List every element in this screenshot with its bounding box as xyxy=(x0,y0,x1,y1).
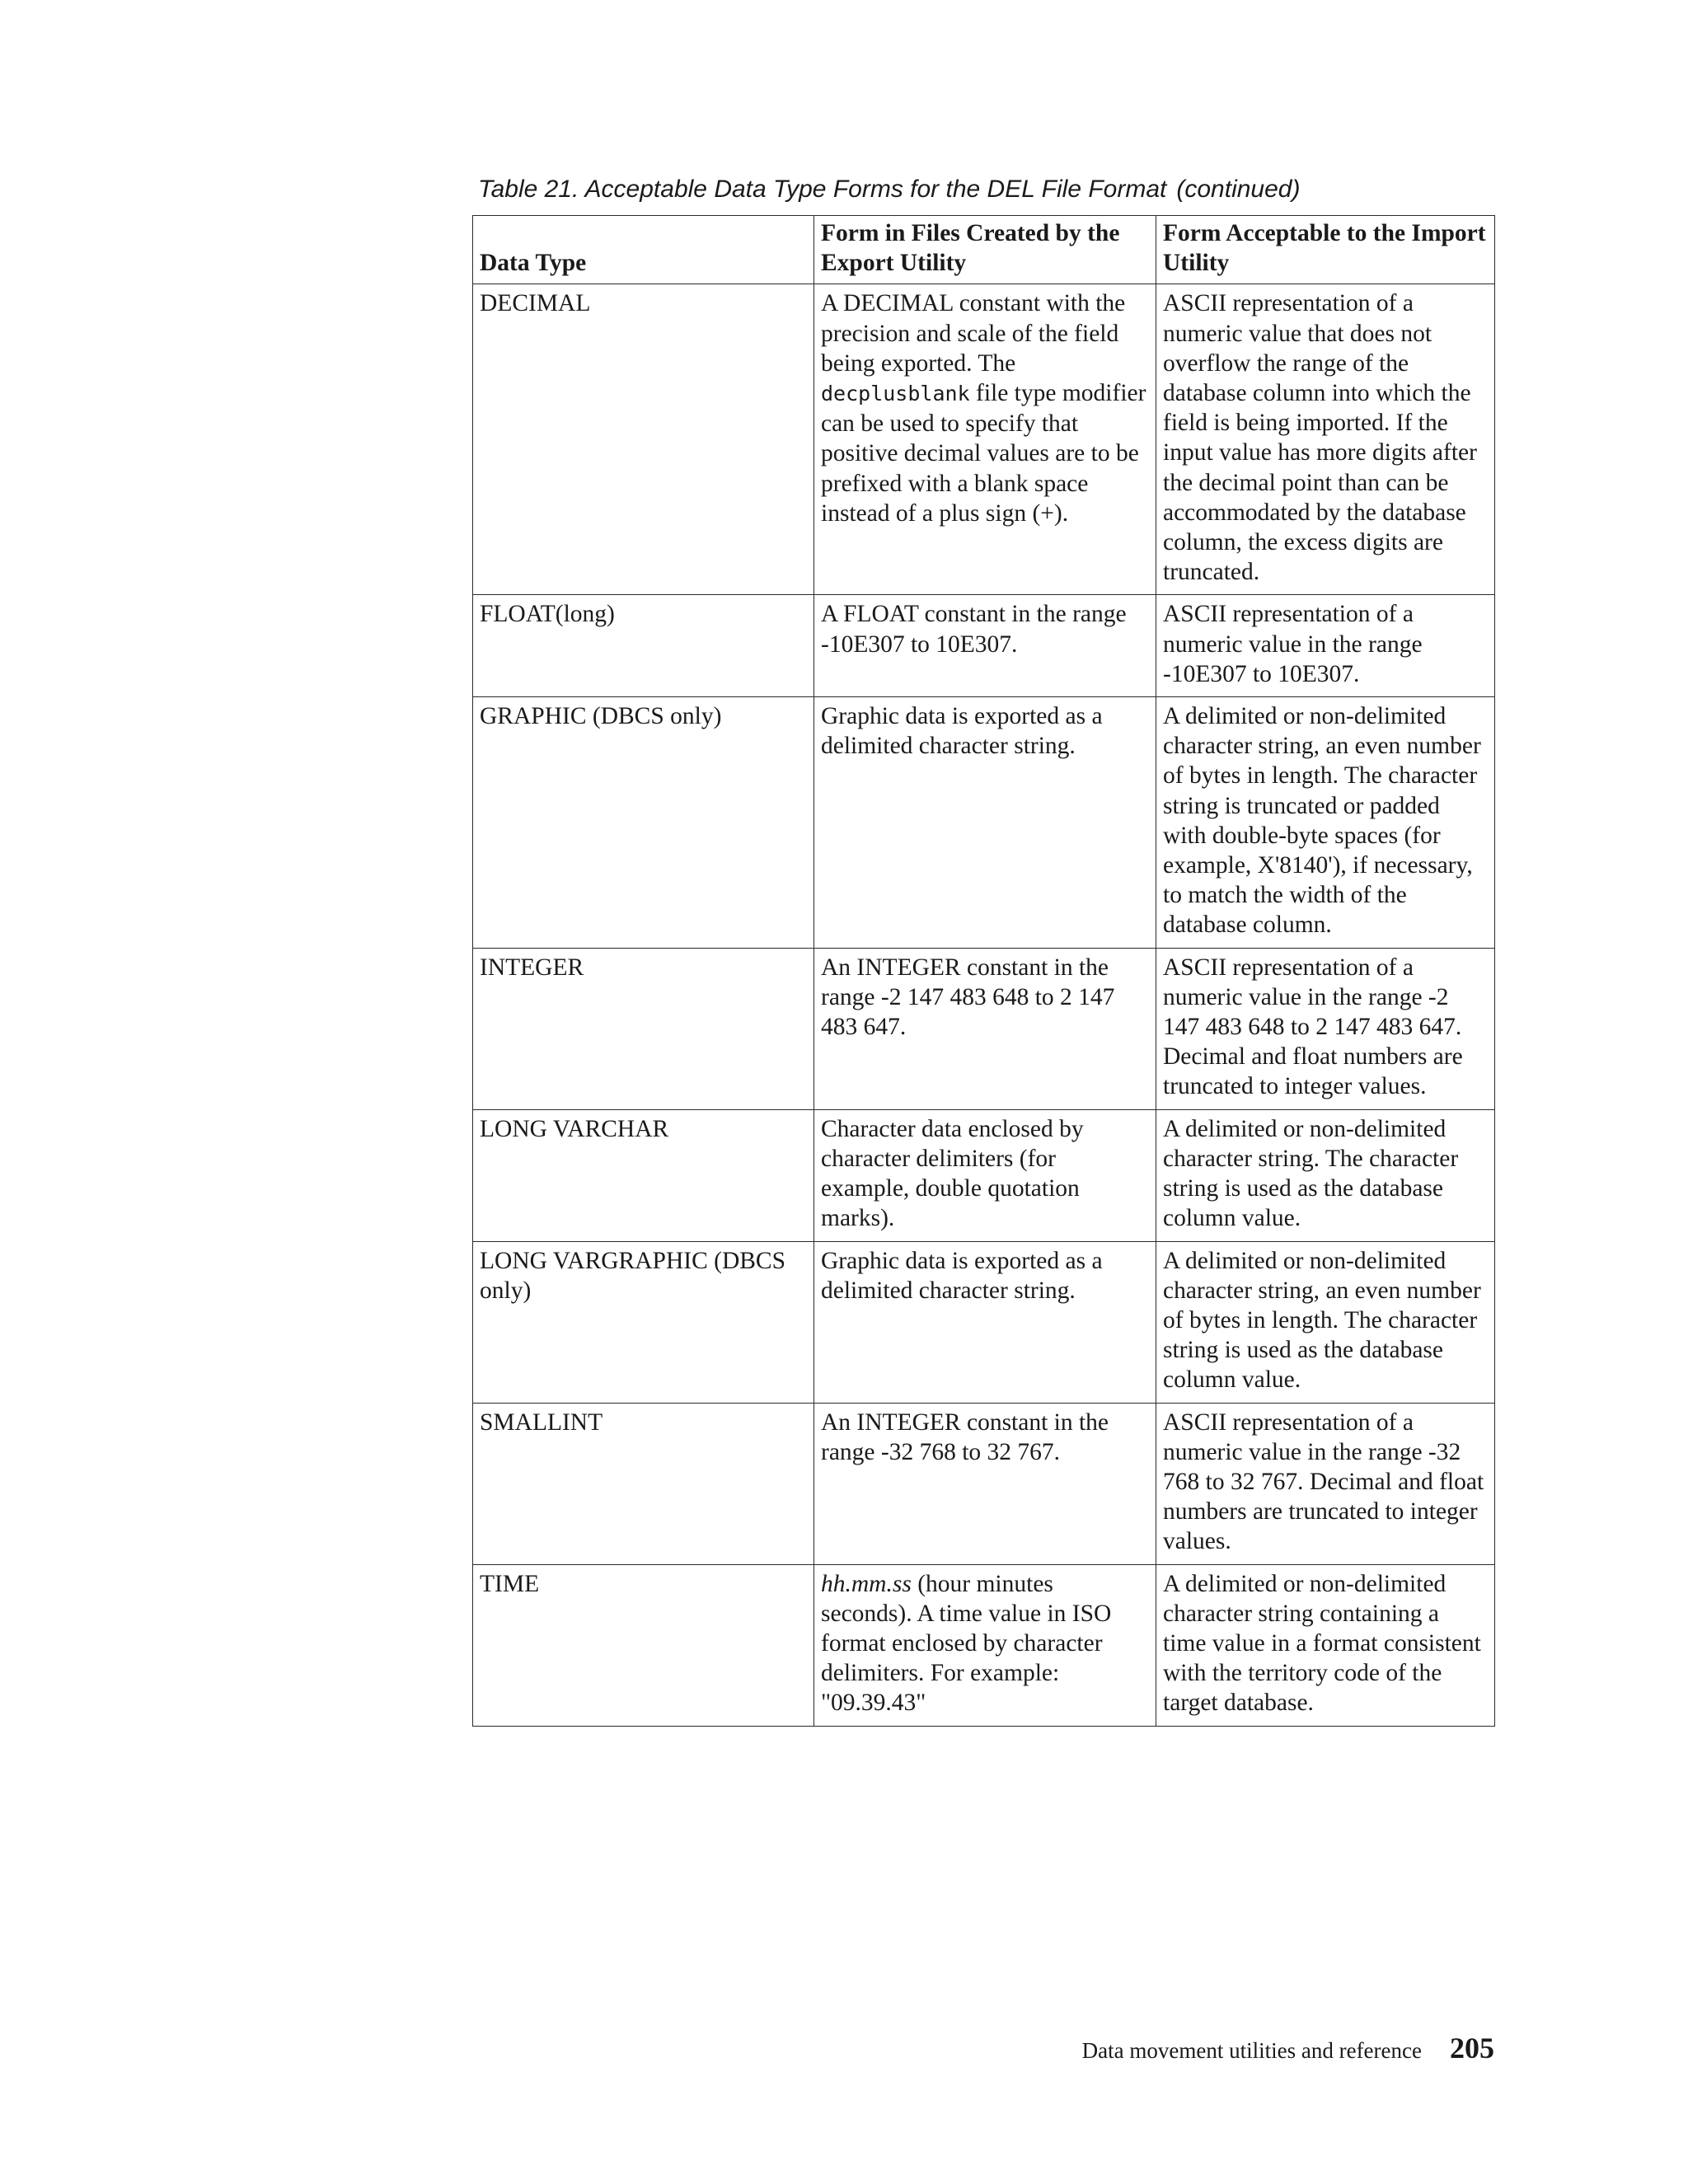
table-row xyxy=(473,284,1495,595)
data-type-forms-table xyxy=(472,215,1495,1727)
cell-export-form xyxy=(814,1564,1156,1726)
cell-export-form: Graphic data is exported as a delimited character string. xyxy=(814,697,1156,949)
cell-text: file type modifier can be used to specify that positive decimal values are to be prefixed with a blank space instead of a plus sign (+). xyxy=(821,380,1146,527)
table-caption-title: Table 21. Acceptable Data Type Forms for the DEL File Format xyxy=(478,176,1167,203)
cell-data-type: DECIMAL xyxy=(473,284,814,595)
cell-text: (hour minutes seconds). A time value in ISO format enclosed by character delimiters. For example: "09.39.43" xyxy=(821,1570,1112,1717)
page-footer xyxy=(1043,2031,1494,2065)
header-import-form: Form Acceptable to the Import Utility xyxy=(1156,216,1495,284)
cell-data-type: INTEGER xyxy=(473,948,814,1109)
page-number: 205 xyxy=(1450,2032,1494,2064)
code-decplusblank: decplusblank xyxy=(821,382,970,406)
table-row xyxy=(473,948,1495,1109)
header-data-type: Data Type xyxy=(473,216,814,284)
table-row xyxy=(473,1403,1495,1564)
table-header-row xyxy=(473,216,1495,284)
cell-export-form xyxy=(814,284,1156,595)
cell-data-type: FLOAT(long) xyxy=(473,595,814,697)
cell-data-type: LONG VARCHAR xyxy=(473,1109,814,1241)
cell-import-form: A delimited or non-delimited character string. The character string is used as the database column value. xyxy=(1156,1109,1495,1241)
table-caption xyxy=(478,175,1300,204)
table-row xyxy=(473,697,1495,949)
table-row xyxy=(473,1241,1495,1403)
cell-export-form: A FLOAT constant in the range -10E307 to 10E307. xyxy=(814,595,1156,697)
cell-import-form: ASCII representation of a numeric value in the range -10E307 to 10E307. xyxy=(1156,595,1495,697)
cell-data-type: GRAPHIC (DBCS only) xyxy=(473,697,814,949)
time-format-pattern: hh.mm.ss xyxy=(821,1570,912,1597)
table-row xyxy=(473,1564,1495,1726)
cell-data-type: SMALLINT xyxy=(473,1403,814,1564)
table-row xyxy=(473,1109,1495,1241)
cell-import-form: A delimited or non-delimited character string, an even number of bytes in length. The character string is used as the database column value. xyxy=(1156,1241,1495,1403)
cell-export-form: An INTEGER constant in the range -32 768 to 32 767. xyxy=(814,1403,1156,1564)
cell-import-form: A delimited or non-delimited character string containing a time value in a format consistent with the territory code of the target database. xyxy=(1156,1564,1495,1726)
cell-import-form: ASCII representation of a numeric value in the range -32 768 to 32 767. Decimal and float numbers are truncated to integer values. xyxy=(1156,1403,1495,1564)
cell-export-form: Character data enclosed by character delimiters (for example, double quotation marks). xyxy=(814,1109,1156,1241)
cell-data-type: TIME xyxy=(473,1564,814,1726)
table-row xyxy=(473,595,1495,697)
table-caption-continued: (continued) xyxy=(1176,176,1301,203)
cell-import-form: A delimited or non-delimited character string, an even number of bytes in length. The character string is truncated or padded with double-byte spaces (for example, X'8140'), if necessary, to match the width of the database column. xyxy=(1156,697,1495,949)
footer-section-title: Data movement utilities and reference xyxy=(1081,2038,1422,2063)
cell-text: A DECIMAL constant with the precision and scale of the field being exported. The xyxy=(821,290,1126,377)
cell-import-form: ASCII representation of a numeric value in the range -2 147 483 648 to 2 147 483 647. Decimal and float numbers are truncated to integer values. xyxy=(1156,948,1495,1109)
header-export-form: Form in Files Created by the Export Utility xyxy=(814,216,1156,284)
cell-data-type: LONG VARGRAPHIC (DBCS only) xyxy=(473,1241,814,1403)
cell-import-form: ASCII representation of a numeric value that does not overflow the range of the database column into which the field is being imported. If the input value has more digits after the decimal point than can be accommodated by the database column, the excess digits are truncated. xyxy=(1156,284,1495,595)
cell-export-form: An INTEGER constant in the range -2 147 483 648 to 2 147 483 647. xyxy=(814,948,1156,1109)
cell-export-form: Graphic data is exported as a delimited character string. xyxy=(814,1241,1156,1403)
